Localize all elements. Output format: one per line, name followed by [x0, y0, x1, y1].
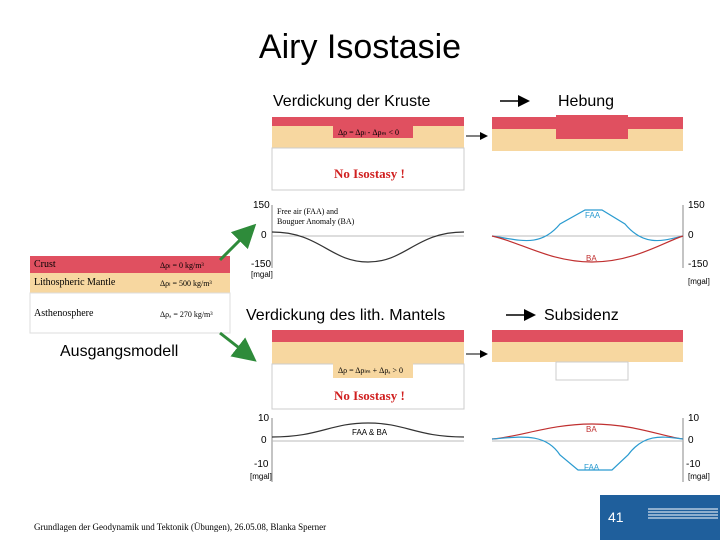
base-crust-label: Crust	[34, 259, 56, 270]
label-mantle-thickening: Verdickung des lith. Mantels	[246, 307, 446, 324]
top-right-ba: BA	[586, 254, 597, 263]
top-legend-2: Bouguer Anomaly (BA)	[277, 217, 355, 226]
top-right-tick-min: -150	[688, 259, 709, 270]
bottom-tick-min: -10	[254, 459, 269, 470]
top-tick-max: 150	[253, 200, 270, 211]
footer-citation: Grundlagen der Geodynamik und Tektonik (Übungen), 26.05.08, Blanka Sperner	[34, 522, 327, 532]
bottom-right-unit: [mgal]	[688, 472, 710, 481]
bottom-faa-ba: FAA & BA	[352, 428, 388, 437]
bottom-right-ba: BA	[586, 425, 597, 434]
base-mantle-delta: Δρₗ = 500 kg/m³	[160, 279, 212, 288]
top-tick-zero: 0	[261, 230, 267, 241]
base-crust-delta: Δρₗ = 0 kg/m³	[160, 261, 204, 270]
bottom-equation: Δρ = Δρₗₘ + Δρₐ > 0	[338, 366, 404, 375]
bottom-tick-zero: 0	[261, 435, 267, 446]
top-right-tick-max: 150	[688, 200, 705, 211]
panel-top-right-model	[492, 115, 683, 151]
top-right-faa: FAA	[585, 211, 601, 220]
bottom-right-faa: FAA	[584, 463, 600, 472]
label-crust-thickening: Verdickung der Kruste	[273, 93, 431, 110]
bottom-status: No Isostasy !	[334, 388, 405, 403]
bottom-right-tick-zero: 0	[688, 435, 694, 446]
base-astheno-label: Asthenosphere	[34, 308, 94, 319]
panel-bottom-right-model	[492, 330, 683, 380]
top-right-tick-zero: 0	[688, 230, 694, 241]
bottom-right-tick-max: 10	[688, 413, 700, 424]
base-astheno-delta: Δρₐ = 270 kg/m³	[160, 310, 213, 319]
bottom-tick-max: 10	[258, 413, 270, 424]
label-initial-model: Ausgangsmodell	[60, 343, 179, 360]
top-unit: [mgal]	[251, 270, 273, 279]
label-uplift: Hebung	[558, 93, 615, 110]
slide-title: Airy Isostasie	[258, 28, 462, 66]
arrow-up-green	[220, 228, 252, 260]
top-status: No Isostasy !	[334, 166, 405, 181]
bottom-right-tick-min: -10	[686, 459, 701, 470]
top-tick-min: -150	[251, 259, 272, 270]
top-legend-1: Free air (FAA) and	[277, 207, 338, 216]
page-number: 41	[608, 509, 624, 525]
arrow-down-green	[220, 333, 252, 358]
base-mantle-label: Lithospheric Mantle	[34, 277, 116, 288]
top-right-unit: [mgal]	[688, 277, 710, 286]
top-equation: Δρ = Δρₗ - Δρₘ < 0	[338, 128, 399, 137]
label-subsidence: Subsidenz	[544, 307, 619, 324]
bottom-unit: [mgal]	[250, 472, 272, 481]
